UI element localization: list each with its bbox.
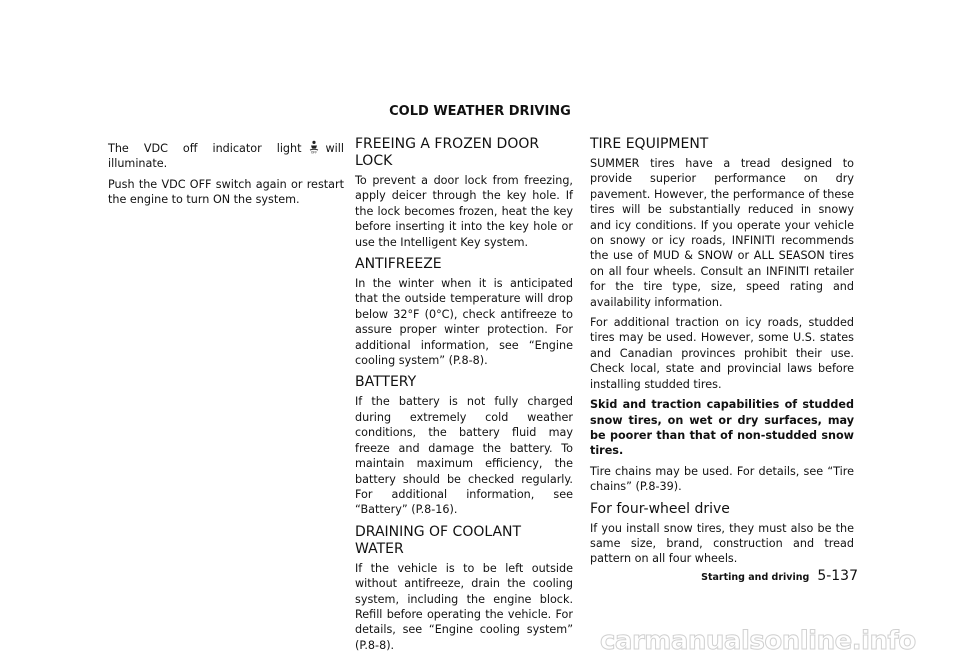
paragraph-frozen-door-lock: To prevent a door lock from freezing, apply deicer through the key hole. If the lock becomes frozen, heat the key before inserting it into the key hole or use the Intelligent Key system. [355, 174, 573, 249]
paragraph-studded-tires: For additional traction on icy roads, studded tires may be used. However, some U.S. states and Canadian provinces prohibit their use. Check local, state and provincial laws before installing studded tires. [590, 316, 854, 391]
paragraph-summer-tires: SUMMER tires have a tread designed to provide superior performance on dry pavement. However, the performance of these tires will be substantially reduced in snowy and icy conditions. If you operate your vehicle on snowy or icy roads, INFINITI recommends the use of MUD & SNOW or ALL SEASON tires on all four wheels. Consult an INFINITI retailer for the tire type, size, speed rating and availability information. [590, 157, 854, 309]
paragraph-tire-chains: Tire chains may be used. For details, see “Tire chains” (P.8-39). [590, 464, 854, 494]
vdc-off-indicator-icon [308, 140, 320, 154]
page-number: 5-137 [817, 568, 858, 584]
paragraph-draining-coolant: If the vehicle is to be left outside without antifreeze, drain the cooling system, including the engine block. Refill before operating the vehicle. For details, see “Engine cooling system” (P.8-8). [355, 561, 573, 652]
vdc-text-after: will illuminate. [108, 142, 344, 171]
heading-draining-coolant: DRAINING OF COOLANT WATER [355, 523, 522, 557]
column-middle [355, 136, 573, 658]
paragraph-antifreeze: In the winter when it is anticipated that the outside temperature will drop below 32°F (0°C), check antifreeze to assure proper winter protection. For additional information, see “Engine cooling system” (P.8-8). [355, 277, 573, 368]
heading-frozen-door-lock: FREEING A FROZEN DOOR LOCK [355, 136, 540, 169]
paragraph-studded-warning: Skid and traction capabilities of studded snow tires, on wet or dry surfaces, may be poorer than that of non-studded snow tires. [590, 398, 854, 458]
paragraph-four-wheel-drive: If you install snow tires, they must also be the same size, brand, construction and tread pattern on all four wheels. [590, 521, 854, 566]
column-right [590, 136, 854, 572]
vdc-text-before: The VDC off indicator light [108, 142, 302, 155]
section-title: COLD WEATHER DRIVING [389, 104, 571, 119]
page-footer [600, 565, 858, 584]
footer-section-name: Starting and driving [701, 572, 810, 583]
vdc-switch-paragraph: Push the VDC OFF switch again or restart the engine to turn ON the system. [108, 177, 344, 207]
paragraph-battery: If the battery is not fully charged during extremely cold weather conditions, the battery fluid may freeze and damage the battery. To maintain maximum efficiency, the battery should be checked regularly. For additional information, see “Battery” (P.8-16). [355, 395, 573, 517]
heading-tire-equipment: TIRE EQUIPMENT [590, 136, 709, 152]
heading-antifreeze: ANTIFREEZE [355, 256, 442, 273]
svg-text:OFF: OFF [310, 150, 317, 154]
vdc-paragraph [108, 140, 344, 172]
heading-four-wheel-drive: For four-wheel drive [590, 500, 730, 517]
heading-battery: BATTERY [355, 374, 417, 391]
watermark: carmanualsonline.info [600, 626, 916, 656]
column-left [108, 140, 344, 213]
